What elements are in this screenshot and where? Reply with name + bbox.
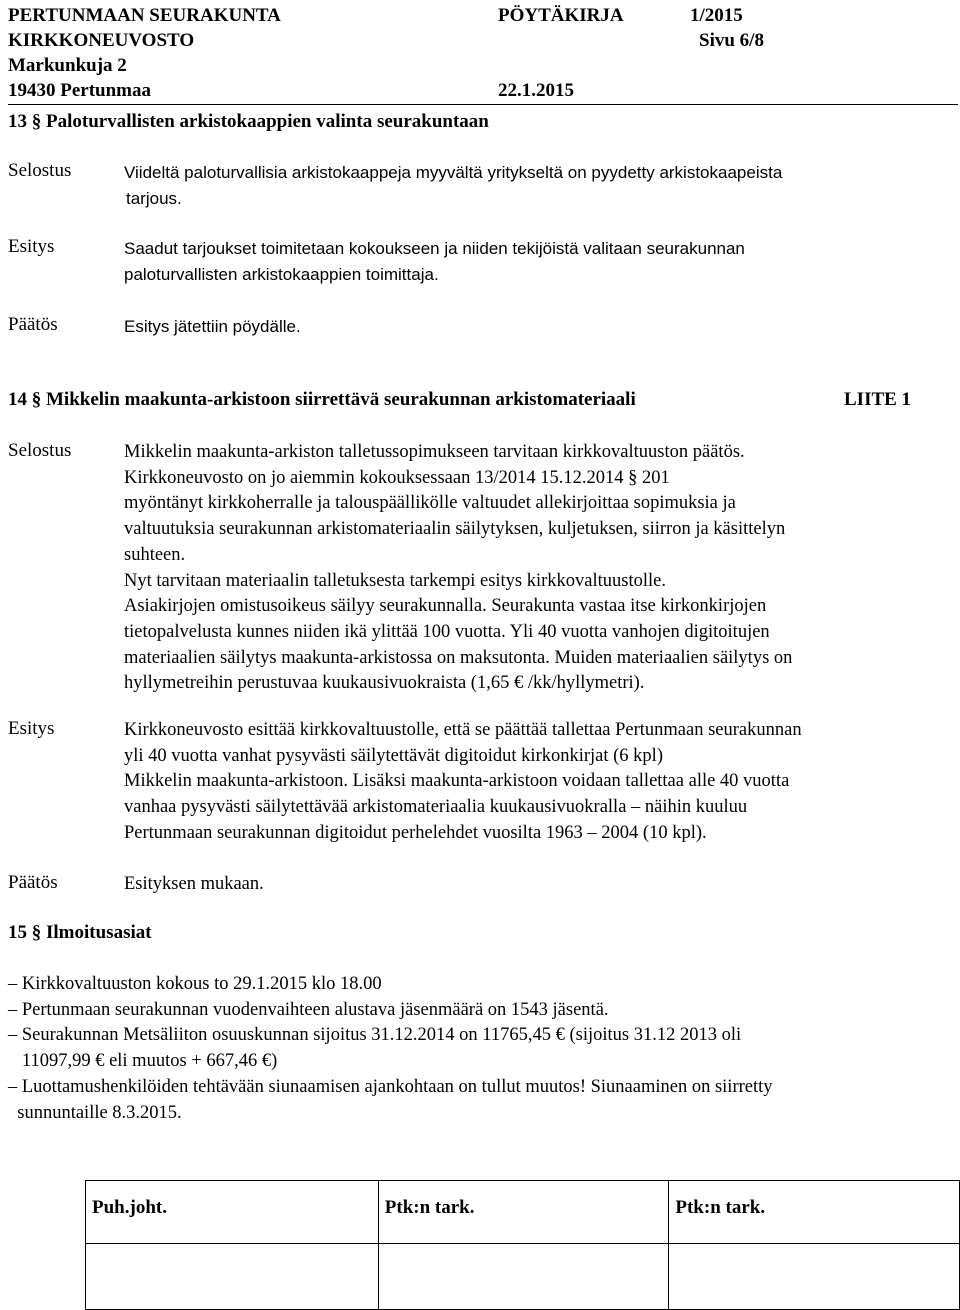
text-line: tarjous. [126,188,182,208]
section-14-paatos-text: Esityksen mukaan. [124,874,264,894]
text-line: vanhaa pysyvästi säilytettävää arkistomateriaalia kuukausivuokralla – näihin kuuluu [124,797,748,818]
board-name: KIRKKONEUVOSTO [8,30,195,51]
section-14-selostus-text [124,440,792,697]
section-13-paatos-label: Päätös [8,314,58,335]
list-item: – Luottamushenkilöiden tehtävään siunaamisen ajankohtaan on tullut muutos! Siunaaminen on siirretty [8,1076,773,1097]
meeting-date: 22.1.2015 [498,80,574,101]
text-line: Mikkelin maakunta-arkistoon. Lisäksi maakunta-arkistoon voidaan tallettaa alle 40 vuotta [124,771,790,792]
text-line: suhteen. [124,544,186,565]
text-line: tietopalvelusta kunnes niiden ikä ylittää 100 vuotta. Yli 40 vuotta vanhojen digitoitujen [124,621,770,642]
signature-label-examiner-2: Ptk:n tark. [669,1181,960,1244]
text-line: Saadut tarjoukset toimitetaan kokoukseen ja niiden tekijöistä valitaan seurakunnan [124,239,745,258]
signature-field-chair[interactable] [86,1244,379,1310]
text-line: Nyt tarvitaan materiaalin talletuksesta tarkempi esitys kirkkovaltuustolle. [124,570,667,591]
text-line: Mikkelin maakunta-arkiston talletussopimukseen tarvitaan kirkkovaltuuston päätös. [124,442,745,462]
section-13-selostus-text [124,160,782,211]
list-item: – Seurakunnan Metsäliiton osuuskunnan sijoitus 31.12.2014 on 11765,45 € (sijoitus 31.12 2013 oli [8,1025,742,1046]
doc-type: PÖYTÄKIRJA [498,5,624,26]
signature-label-examiner-1: Ptk:n tark. [378,1181,669,1244]
attachment-label: LIITE 1 [844,389,912,410]
announcement-list [8,972,773,1126]
text-line: Kirkkoneuvosto on jo aiemmin kokouksessaan 13/2014 15.12.2014 § 201 [124,467,670,488]
org-name: PERTUNMAAN SEURAKUNTA [8,5,281,26]
text-line: myöntänyt kirkkoherralle ja talouspäällikölle valtuudet allekirjoittaa sopimuksia ja [124,493,736,514]
section-14-esitys-text [124,718,802,847]
text-line: materiaalien säilytys maakunta-arkistossa on maksutonta. Muiden materiaalien säilytys on [124,647,793,668]
header-rule [8,104,958,105]
doc-number: 1/2015 [690,5,743,26]
text-line: Kirkkoneuvosto esittää kirkkovaltuustolle, että se päättää tallettaa Pertunmaan seurakunnan [124,720,802,740]
street-address: Markunkuja 2 [8,55,127,76]
section-13-esitys-label: Esitys [8,236,55,257]
text-line: Asiakirjojen omistusoikeus säilyy seurakunnalla. Seurakunta vastaa itse kirkonkirjojen [124,596,767,617]
list-item: – Kirkkovaltuuston kokous to 29.1.2015 klo 18.00 [8,974,382,994]
section-14-title: 14 § Mikkelin maakunta-arkistoon siirrettävä seurakunnan arkistomateriaali [8,389,636,410]
section-13-title: 13 § Paloturvallisten arkistokaappien valinta seurakuntaan [8,111,489,132]
text-line: yli 40 vuotta vanhat pysyvästi säilytettävät digitoidut kirkonkirjat (6 kpl) [124,745,663,766]
text-line: valtuutuksia seurakunnan arkistomateriaalin säilytyksen, kuljetuksen, siirron ja käsittelyn [124,519,786,540]
section-13-selostus-label: Selostus [8,160,72,181]
text-line: Viideltä paloturvallisia arkistokaappeja myyvältä yritykseltä on pyydetty arkistokaapeista [124,163,783,182]
postal-address: 19430 Pertunmaa [8,80,152,101]
section-13-paatos-text: Esitys jätettiin pöydälle. [124,317,301,336]
signature-label-chair: Puh.joht. [86,1181,379,1244]
signature-field-examiner-2[interactable] [669,1244,960,1310]
signature-field-examiner-1[interactable] [378,1244,669,1310]
list-item: 11097,99 € eli muutos + 667,46 €) [8,1051,278,1072]
list-item: sunnuntaille 8.3.2015. [8,1102,182,1123]
section-13-esitys-text [124,236,745,287]
signature-table [85,1180,960,1310]
section-14-selostus-label: Selostus [8,440,72,461]
section-14-esitys-label: Esitys [8,718,55,739]
text-line: hyllymetreihin perustuvaa kuukausivuokraista (1,65 € /kk/hyllymetri). [124,673,645,694]
section-14-paatos-label: Päätös [8,872,58,893]
section-15-title: 15 § Ilmoitusasiat [8,922,152,943]
text-line: Pertunmaan seurakunnan digitoidut perhelehdet vuosilta 1963 – 2004 (10 kpl). [124,822,707,843]
text-line: paloturvallisten arkistokaappien toimittaja. [124,264,439,284]
page-number: Sivu 6/8 [699,30,764,51]
list-item: – Pertunmaan seurakunnan vuodenvaihteen alustava jäsenmäärä on 1543 jäsentä. [8,999,609,1020]
